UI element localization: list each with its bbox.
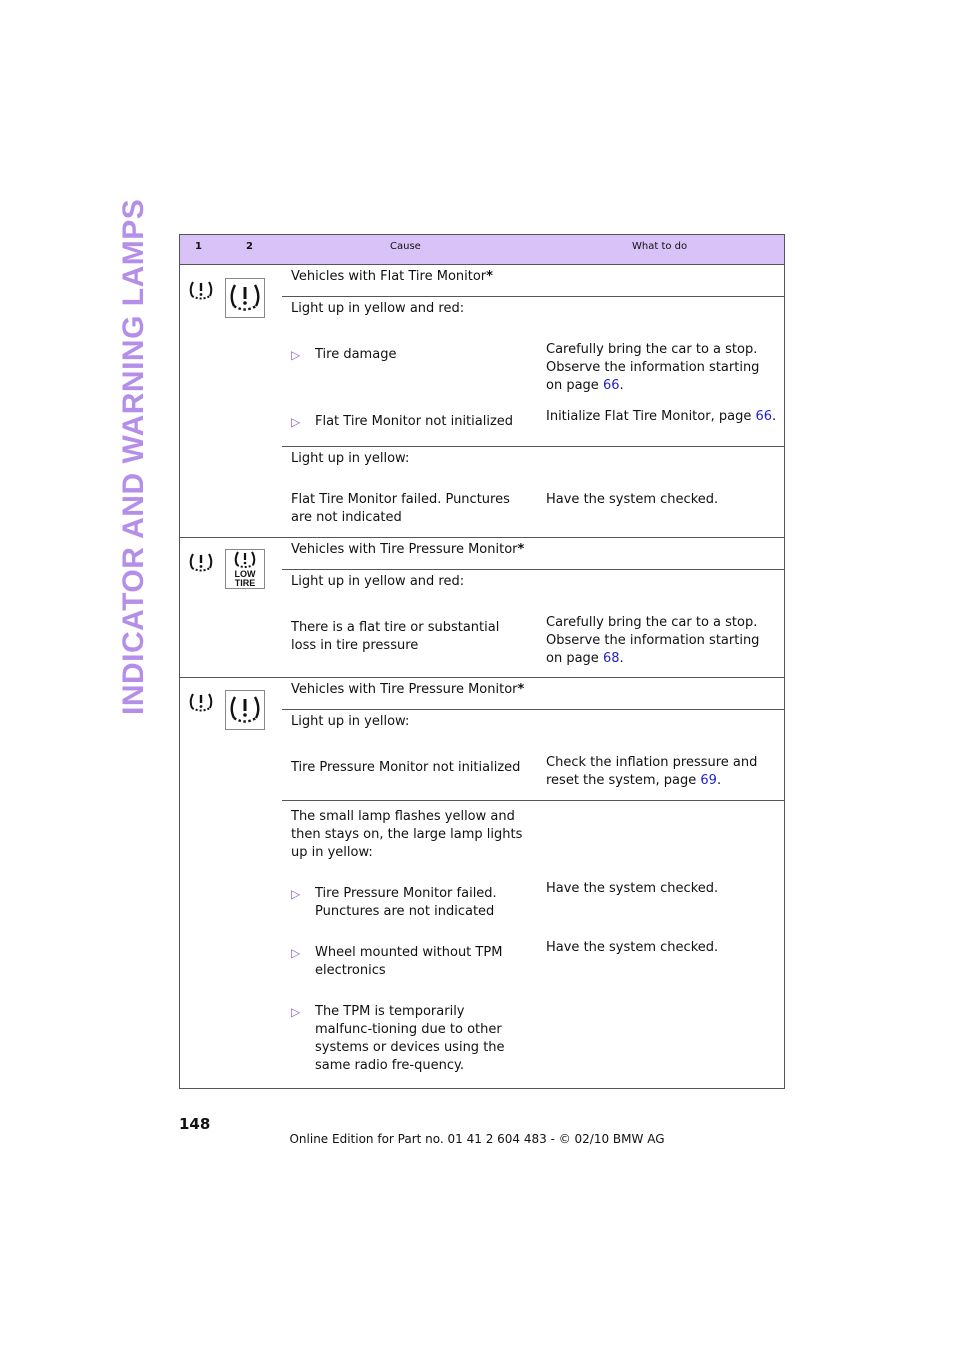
table-header [180,235,784,265]
condition-label: The small lamp flashes yellow and then stays on, the large lamp lights up in yellow: [291,809,523,860]
tire-warning-small-icon [188,551,214,575]
optional-star: * [486,269,493,284]
action-text: Carefully bring the car to a stop. Observe the information starting on page 66. [546,342,760,393]
low-label: LOW [234,569,256,579]
bullet-arrow-icon: ▷ [291,887,301,901]
action-text: Have the system checked. [546,940,719,955]
condition-label: Light up in yellow: [291,714,410,729]
cause-text: Tire Pressure Monitor failed. Punctures are not indicated [315,886,497,919]
section-title-text: Vehicles with Flat Tire Monitor [291,269,487,284]
condition-label: Light up in yellow: [291,451,410,466]
section-title [291,541,524,559]
tire-warning-small-icon [188,279,214,303]
action-text-body: Initialize Flat Tire Monitor, page [546,409,752,424]
page-number: 148 [179,1115,211,1133]
tire-warning-large-icon [225,278,265,318]
action-text-body: Carefully bring the car to a stop. Observe the information starting on page [546,615,760,666]
page-link[interactable]: 68 [602,651,620,666]
cause-text: Flat Tire Monitor failed. Punctures are not indicated [291,492,510,525]
action-text: Initialize Flat Tire Monitor, page 66. [546,409,777,424]
cause-text: Wheel mounted without TPM electronics [315,945,503,978]
tire-warning-small-icon [188,691,214,715]
cause-text: There is a flat tire or substantial loss in tire pressure [291,620,500,653]
bullet-arrow-icon: ▷ [291,348,301,362]
action-text: Have the system checked. [546,881,719,896]
action-text-body: Check the inflation pressure and reset the system, page [546,755,758,788]
row-divider [282,569,784,570]
cause-text: Tire damage [315,347,397,362]
row-divider [282,800,784,801]
cause-text: The TPM is temporarily malfunc-tioning due to other systems or devices using the same radio fre-quency. [315,1004,505,1073]
side-chapter-title: INDICATOR AND WARNING LAMPS [117,198,150,715]
page-link[interactable]: 69 [700,773,717,788]
cause-text: Tire Pressure Monitor not initialized [291,760,521,775]
bullet-arrow-icon: ▷ [291,946,301,960]
section-title [291,268,493,286]
header-col1: 1 [195,241,202,252]
header-cause: Cause [390,241,421,252]
action-text-body: Carefully bring the car to a stop. Observe the information starting on page [546,342,760,393]
header-what-to-do: What to do [632,241,688,252]
condition-label: Light up in yellow and red: [291,574,465,589]
section-title [291,681,524,699]
tire-warning-large-icon [225,690,265,730]
header-col2: 2 [246,241,253,252]
footer-edition-note: Online Edition for Part no. 01 41 2 604 483 - © 02/10 BMW AG [289,1132,665,1146]
tire-label: TIRE [234,578,256,588]
optional-star: * [517,682,525,697]
row-divider [282,446,784,447]
action-text: Have the system checked. [546,492,719,507]
bullet-arrow-icon: ▷ [291,415,301,429]
section-title-text: Vehicles with Tire Pressure Monitor [291,682,518,697]
page-link[interactable]: 66 [602,378,620,393]
section-divider [180,677,784,678]
section-title-text: Vehicles with Tire Pressure Monitor [291,542,518,557]
section-divider [180,537,784,538]
bullet-arrow-icon: ▷ [291,1005,301,1019]
cause-text: Flat Tire Monitor not initialized [315,414,514,429]
condition-label: Light up in yellow and red: [291,301,465,316]
action-text: Check the inflation pressure and reset the system, page 69. [546,755,758,788]
row-divider [282,709,784,710]
row-divider [282,296,784,297]
action-text: Carefully bring the car to a stop. Observe the information starting on page 68. [546,615,760,666]
lamp-table [179,234,785,1089]
optional-star: * [517,542,525,557]
low-tire-warning-icon [225,549,265,589]
page-link[interactable]: 66 [755,409,773,424]
